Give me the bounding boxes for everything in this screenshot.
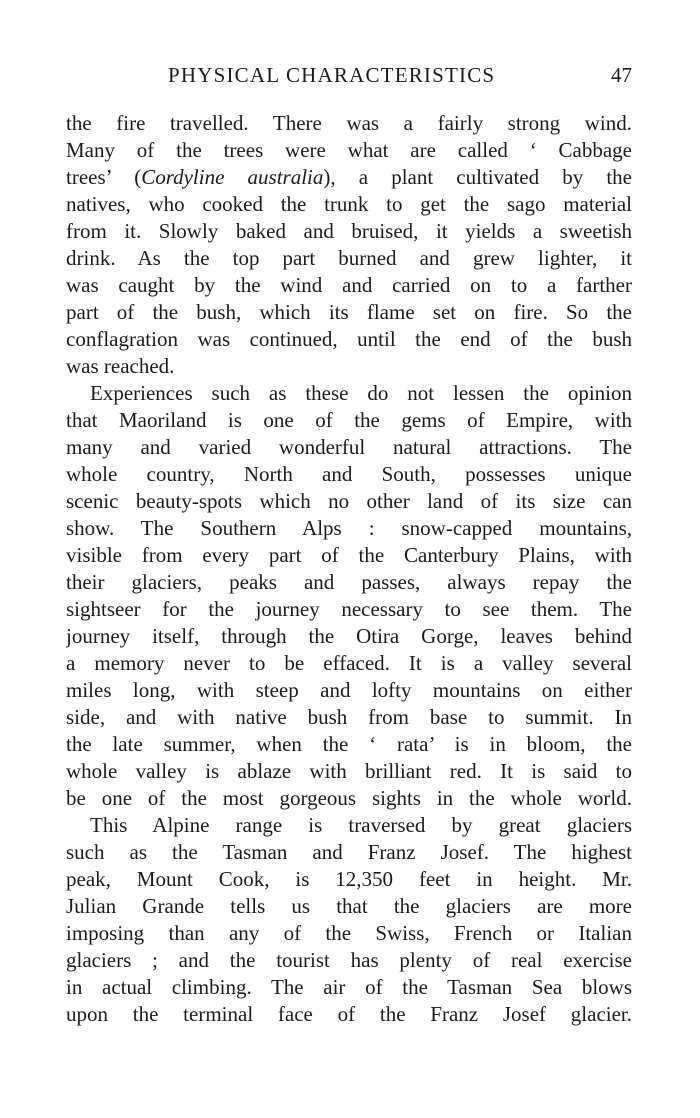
text-line: was caught by the wind and carried on to a farther (66, 273, 632, 297)
text-line: their glaciers, peaks and passes, always repay the (66, 570, 632, 594)
text-line: from it. Slowly baked and bruised, it yields a sweetish (66, 219, 632, 243)
text-line: the late summer, when the ‘ rata’ is in bloom, the (66, 732, 632, 756)
text-line: drink. As the top part burned and grew lighter, it (66, 246, 632, 270)
text-line (66, 164, 632, 191)
text-line: natives, who cooked the trunk to get the sago material (66, 192, 632, 216)
text-line: show. The Southern Alps : snow-capped mountains, (66, 516, 632, 540)
text-segment: ), a plant cultivated by the (323, 165, 632, 189)
text-line: many and varied wonderful natural attractions. The (66, 435, 632, 459)
text-line: miles long, with steep and lofty mountains on either (66, 678, 632, 702)
text-line: part of the bush, which its flame set on fire. So the (66, 300, 632, 324)
body-text (66, 110, 632, 1028)
text-line: journey itself, through the Otira Gorge, leaves behind (66, 624, 632, 648)
text-line: This Alpine range is traversed by great glaciers (90, 813, 632, 837)
text-line: upon the terminal face of the Franz Josef glacier. (66, 1002, 632, 1026)
text-line: glaciers ; and the tourist has plenty of real exercise (66, 948, 632, 972)
text-line: such as the Tasman and Franz Josef. The highest (66, 840, 632, 864)
running-title: PHYSICAL CHARACTERISTICS (168, 63, 496, 87)
text-line: conflagration was continued, until the end of the bush (66, 327, 632, 351)
text-line: imposing than any of the Swiss, French or Italian (66, 921, 632, 945)
species-name: Cordyline australia (141, 165, 324, 189)
text-line: Many of the trees were what are called ‘ Cabbage (66, 138, 632, 162)
page-number: 47 (611, 63, 632, 87)
text-line: visible from every part of the Canterbury Plains, with (66, 543, 632, 567)
text-line: was reached. (66, 354, 175, 378)
text-line: side, and with native bush from base to summit. In (66, 705, 632, 729)
text-line: Julian Grande tells us that the glaciers are more (66, 894, 632, 918)
text-line: the fire travelled. There was a fairly strong wind. (66, 111, 632, 135)
text-line: Experiences such as these do not lessen the opinion (90, 381, 632, 405)
running-head (66, 58, 632, 92)
text-line: that Maoriland is one of the gems of Empire, with (66, 408, 632, 432)
text-segment: trees’ ( (66, 165, 142, 189)
text-line: in actual climbing. The air of the Tasman Sea blows (66, 975, 632, 999)
text-line: a memory never to be effaced. It is a valley several (66, 651, 632, 675)
text-line: whole valley is ablaze with brilliant red. It is said to (66, 759, 632, 783)
text-line: scenic beauty-spots which no other land of its size can (66, 489, 632, 513)
text-line: peak, Mount Cook, is 12,350 feet in height. Mr. (66, 867, 632, 891)
text-line: be one of the most gorgeous sights in the whole world. (66, 786, 632, 810)
text-line: whole country, North and South, possesses unique (66, 462, 632, 486)
text-line: sightseer for the journey necessary to see them. The (66, 597, 632, 621)
